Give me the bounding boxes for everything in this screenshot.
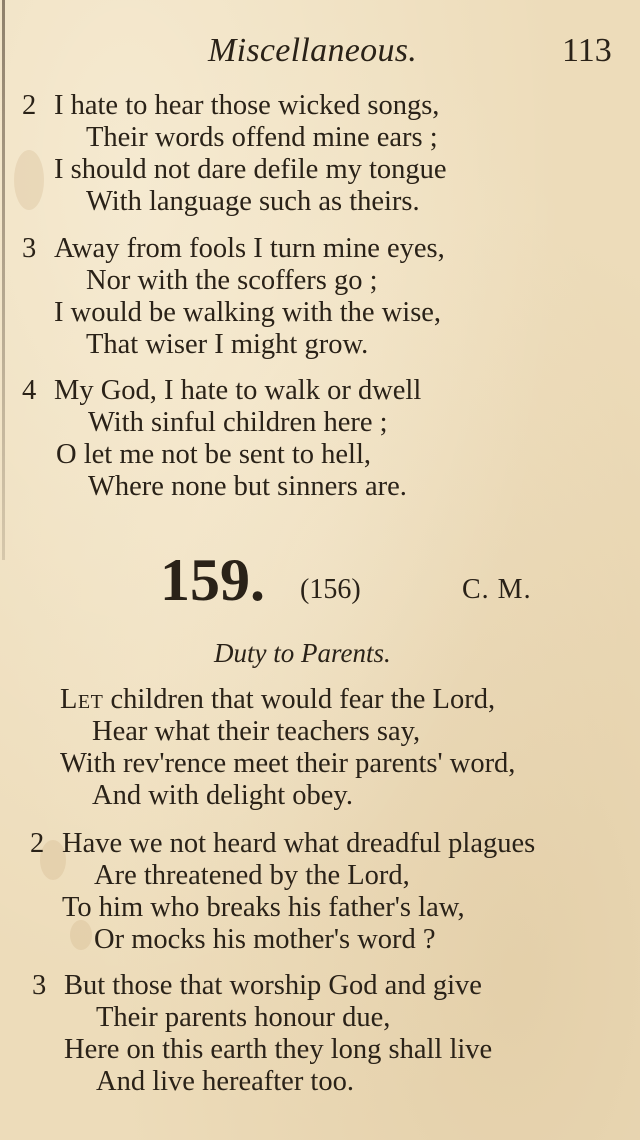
verse-line: That wiser I might grow. [86,329,369,360]
verse-line: With language such as theirs. [86,186,420,217]
verse-line: To him who breaks his father's law, [62,892,465,923]
hymn-subtitle: Duty to Parents. [214,638,391,668]
verse-number: 4 [22,375,37,406]
verse-line [60,684,495,716]
hymn-meter: C. M. [462,574,532,605]
verse-line: Here on this earth they long shall live [64,1034,493,1065]
verse-line-rest: children that would fear the Lord, [103,684,496,715]
running-title: Miscellaneous. [208,32,418,69]
paper-stain [14,150,44,210]
verse-number: 3 [22,233,37,264]
verse-line: Hear what their teachers say, [92,716,421,747]
verse-line: Are threatened by the Lord, [94,860,410,891]
initial-word: Let [60,684,104,715]
verse-line: With sinful children here ; [88,407,388,438]
page-number: 113 [562,32,612,69]
verse-line: Away from fools I turn mine eyes, [54,233,445,264]
verse-line: My God, I hate to walk or dwell [54,375,422,406]
verse-line: Their words offend mine ears ; [86,122,438,153]
verse-line: Nor with the scoffers go ; [86,265,378,296]
verse-line: I would be walking with the wise, [54,297,442,328]
verse-number: 2 [22,90,37,121]
verse-line: But those that worship God and give [64,970,482,1001]
paper-stain [70,920,92,950]
verse-number: 2 [30,828,45,859]
hymn-reference: (156) [300,574,361,605]
verse-number: 3 [32,970,47,1001]
verse-line: O let me not be sent to hell, [56,439,372,470]
verse-line: With rev'rence meet their parents' word, [60,748,516,779]
verse-line: Where none but sinners are. [88,471,407,502]
verse-line: Have we not heard what dreadful plagues [62,828,536,859]
verse-line: Their parents honour due, [96,1002,391,1033]
hymn-number: 159. [160,547,265,613]
verse-line: And with delight obey. [92,780,353,811]
verse-line: And live hereafter too. [96,1066,354,1097]
verse-line: Or mocks his mother's word ? [94,924,436,955]
verse-line: I hate to hear those wicked songs, [54,90,440,121]
verse-line: I should not dare defile my tongue [54,154,447,185]
page-gutter-edge [2,0,5,560]
